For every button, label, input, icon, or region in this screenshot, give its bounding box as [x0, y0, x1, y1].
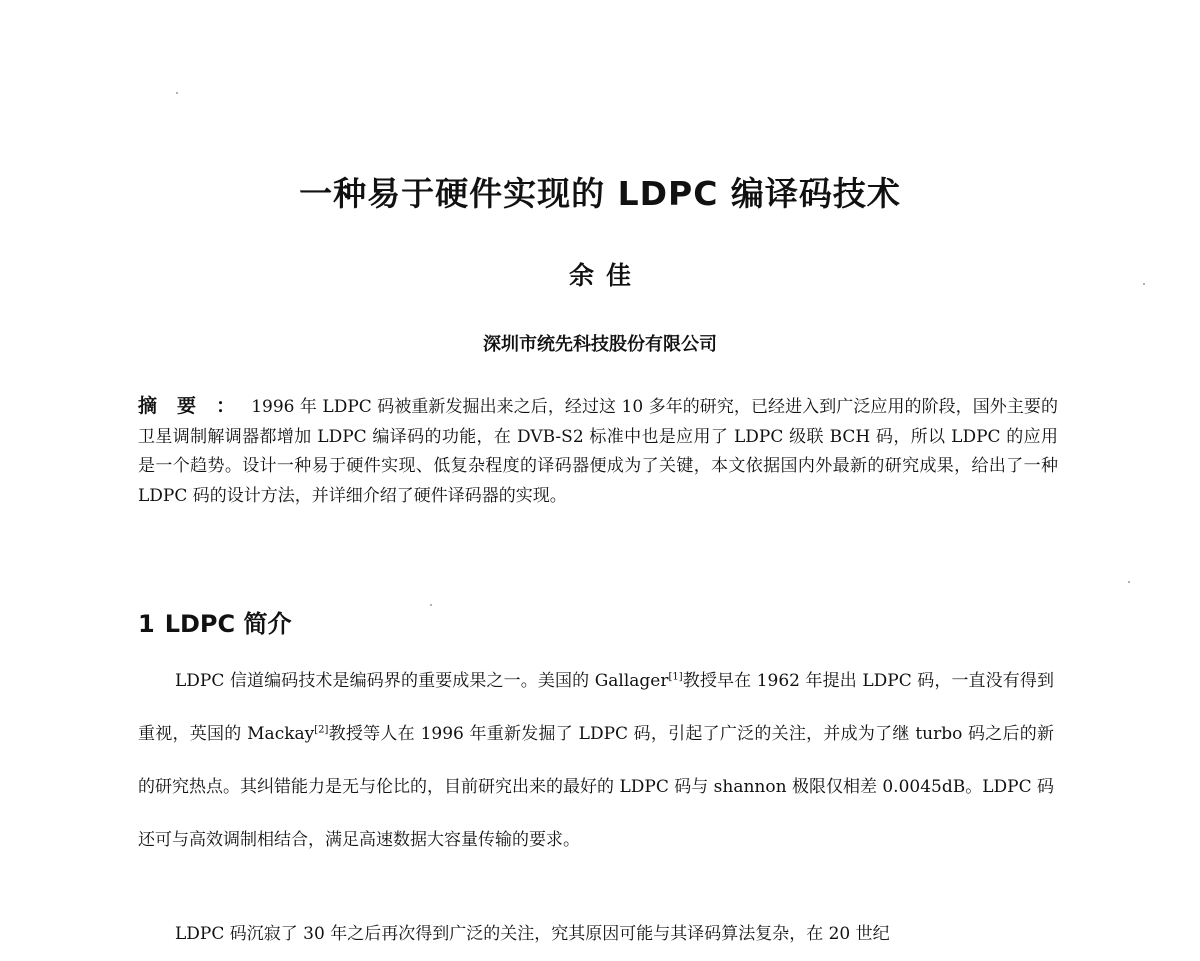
author-name: 余佳: [568, 261, 643, 290]
section-number: 1: [138, 610, 155, 638]
abstract-label: [138, 395, 235, 417]
body-paragraph: [138, 655, 1054, 867]
body-paragraph: LDPC 码沉寂了 30 年之后再次得到广泛的关注，究其原因可能与其译码算法复杂，在 20 世纪: [175, 924, 890, 944]
scan-speck: [1128, 581, 1130, 583]
citation-ref[interactable]: [2]: [314, 724, 329, 736]
abstract-label-text: 摘要: [138, 395, 217, 417]
abstract-text: 1996 年 LDPC 码被重新发掘出来之后，经过这 10 多年的研究，已经进入到广泛应用的阶段，国外主要的卫星调制解调器都增加 LDPC 编译码的功能，在 DVB-S2 标准中也是应用了 LDPC 级联 BCH 码，所以 LDPC 的应用是一个趋势。设计一种易于硬件实现、低复杂程度的译码器便成为了关键，本文依据国内外最新的研究成果，给出了一种 LDPC 码的设计方法，并详细介绍了硬件译码器的实现。: [138, 397, 1058, 506]
paragraph-text: 教授等人在 1996 年重新发掘了 LDPC 码，引起了广泛的关注，并成为了继 turbo 码之后的新的研究热点。其纠错能力是无与伦比的，目前研究出来的最好的 LDPC 码与 shannon 极限仅相差 0.0045dB。LDPC 码还可与高效调制相结合，满足高速数据大容量传输的要求。: [138, 724, 1054, 850]
scan-speck: [176, 92, 178, 94]
scan-speck: [430, 604, 432, 606]
author-affiliation: 深圳市统先科技股份有限公司: [483, 334, 717, 355]
abstract-label-colon: ：: [216, 395, 236, 417]
abstract: [138, 392, 1058, 511]
paragraph-text: 教授早在 1962 年提出 LDPC 码，一直没有得到重视，英国的 Mackay: [138, 671, 1055, 744]
paper-title: 一种易于硬件实现的 LDPC 编译码技术: [299, 174, 901, 213]
section-title: LDPC 简介: [164, 610, 292, 638]
paragraph-text: LDPC 信道编码技术是编码界的重要成果之一。美国的 Gallager: [175, 671, 669, 691]
citation-ref[interactable]: [1]: [668, 671, 683, 683]
section-heading: [138, 604, 291, 639]
